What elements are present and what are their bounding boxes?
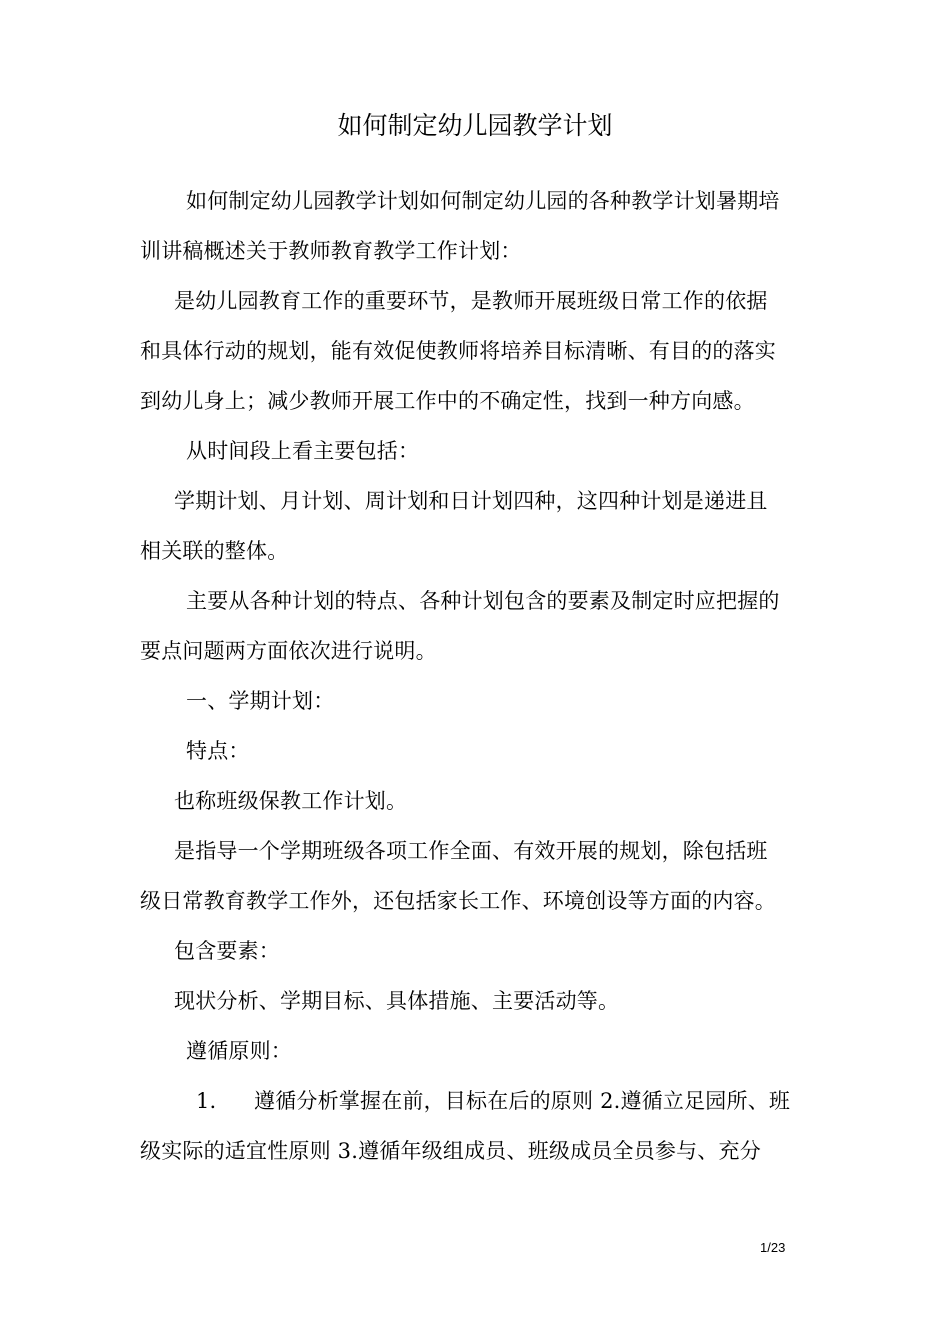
paragraph-line: 从时间段上看主要包括： xyxy=(186,439,420,463)
paragraph-line: 如何制定幼儿园教学计划如何制定幼儿园的各种教学计划暑期培 xyxy=(186,189,780,213)
paragraph-line: 是指导一个学期班级各项工作全面、有效开展的规划，除包括班 xyxy=(174,839,768,863)
paragraph-line: 遵循分析掌握在前，目标在后的原则 2.遵循立足园所、班 xyxy=(254,1089,791,1113)
section-heading: 一、学期计划： xyxy=(186,689,335,713)
paragraph-line: 现状分析、学期目标、具体措施、主要活动等。 xyxy=(174,989,620,1013)
paragraph-line: 要点问题两方面依次进行说明。 xyxy=(140,639,437,663)
document-title: 如何制定幼儿园教学计划 xyxy=(337,111,613,140)
paragraph-line: 级日常教育教学工作外，还包括家长工作、环境创设等方面的内容。 xyxy=(140,889,776,913)
paragraph-line: 级实际的适宜性原则 3.遵循年级组成员、班级成员全员参与、充分 xyxy=(140,1139,761,1163)
list-number: 1. xyxy=(196,1089,217,1113)
paragraph-line: 主要从各种计划的特点、各种计划包含的要素及制定时应把握的 xyxy=(186,589,780,613)
subheading: 遵循原则： xyxy=(186,1039,292,1063)
subheading: 包含要素： xyxy=(174,939,280,963)
page-number: 1/23 xyxy=(760,1240,786,1255)
paragraph-line: 训讲稿概述关于教师教育教学工作计划： xyxy=(140,239,522,263)
paragraph-line: 相关联的整体。 xyxy=(140,539,289,563)
subheading: 特点： xyxy=(186,739,250,763)
paragraph-line: 和具体行动的规划，能有效促使教师将培养目标清晰、有目的的落实 xyxy=(140,339,776,363)
paragraph-line: 到幼儿身上；减少教师开展工作中的不确定性，找到一种方向感。 xyxy=(140,389,755,413)
paragraph-line: 也称班级保教工作计划。 xyxy=(174,789,408,813)
paragraph-line: 学期计划、月计划、周计划和日计划四种，这四种计划是递进且 xyxy=(174,489,768,513)
paragraph-line: 是幼儿园教育工作的重要环节，是教师开展班级日常工作的依据 xyxy=(174,289,768,313)
